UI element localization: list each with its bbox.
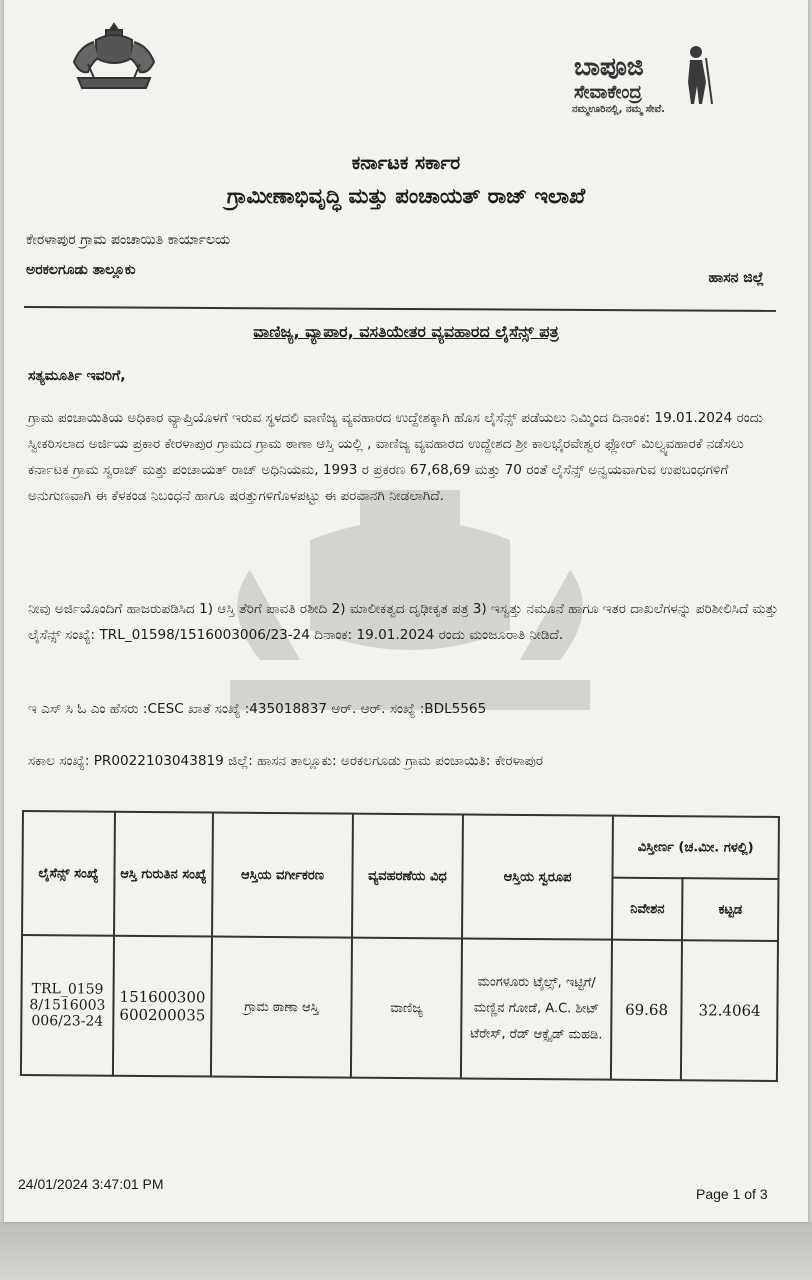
cell-site-area: 69.68 [611, 940, 682, 1081]
page-number: Page 1 of 3 [696, 1186, 768, 1202]
table-row [21, 935, 778, 1081]
sakala-details: ಸಕಾಲ ಸಂಖ್ಯೆ: PR0022103043819 ಜಿಲ್ಲೆ: ಹಾಸನ ತಾಲ್ಲೂಕು: ಅರಕಲಗೂಡು ಗ್ರಾಮ ಪಂಚಾಯಿತಿ: ಕೇರಳಾಪುರ [28, 753, 544, 769]
brand-name: ಬಾಪೂಜಿ [574, 52, 644, 81]
cell-business-type: ವಾಣಿಜ್ಯ [351, 938, 462, 1079]
header-license-no: ಲೈಸೆನ್ಸ್ ಸಂಖ್ಯೆ [22, 811, 115, 936]
cell-building-area: 32.4064 [681, 940, 778, 1081]
department-heading: ಗ್ರಾಮೀಣಾಭಿವೃದ್ಧಿ ಮತ್ತು ಪಂಚಾಯತ್ ರಾಜ್ ಇಲಾಖೆ [226, 184, 586, 208]
header-business-type: ವ್ಯವಹರಣೆಯ ವಿಧ [352, 814, 463, 939]
header-building: ಕಟ್ಟಡ [682, 878, 778, 941]
scan-background [0, 1222, 812, 1280]
brand-tagline: ನಮ್ಮಊರಿನಲ್ಲಿ, ನಮ್ಮ ಸೇವೆ. [572, 104, 665, 115]
cell-license-no: TRL_01598/1516003006/23-24 [21, 935, 114, 1076]
document-title: ವಾಣಿಜ್ಯ, ವ್ಯಾಪಾರ, ವಸತಿಯೇತರ ವ್ಯವಹಾರದ ಲೈಸೆನ್ಸ್ ಪತ್ರ [253, 322, 559, 341]
taluk-name: ಅರಕಲಗೂಡು ತಾಲ್ಲೂಕು [26, 262, 136, 278]
gandhi-figure-icon [672, 44, 720, 106]
table-header-row [23, 811, 779, 879]
greeting: ಸತ್ಯಮೂರ್ತಿ ಇವರಿಗೆ, [28, 368, 126, 384]
header-nature: ಆಸ್ತಿಯ ಸ್ವರೂಪ [462, 814, 613, 939]
state-heading: ಕರ್ನಾಟಕ ಸರ್ಕಾರ [351, 152, 461, 174]
cell-classification: ಗ್ರಾಮ ಠಾಣಾ ಆಸ್ತಿ [211, 936, 352, 1077]
brand-subtitle: ಸೇವಾಕೇಂದ್ರ [574, 82, 642, 103]
office-name: ಕೇರಳಾಪುರ ಗ್ರಾಮ ಪಂಚಾಯಿತಿ ಕಾರ್ಯಾಲಯ [26, 232, 231, 248]
district-name: ಹಾಸನ ಜಿಲ್ಲೆ [708, 270, 764, 286]
cell-property-id: 151600300600200035 [113, 936, 212, 1077]
electricity-details: ಇ ಎಸ್ ಸಿ ಓ ಎಂ ಹೆಸರು :CESC ಖಾತೆ ಸಂಖ್ಯೆ :435018837 ಆರ್. ಆರ್. ಸಂಖ್ಯೆ :BDL5565 [28, 701, 487, 717]
header-area: ವಿಸ್ತೀರ್ಣ (ಚ.ಮೀ. ಗಳಲ್ಲಿ) [612, 816, 778, 879]
license-table [20, 810, 780, 1082]
header-classification: ಆಸ್ತಿಯ ವರ್ಗೀಕರಣ [212, 813, 353, 938]
print-timestamp: 24/01/2024 3:47:01 PM [18, 1176, 164, 1192]
body-paragraph-1: ಗ್ರಾಮ ಪಂಚಾಯಿತಿಯ ಅಧಿಕಾರ ವ್ಯಾಪ್ತಿಯೊಳಗೆ ಇರುವ ಸ್ಥಳದಲಿ ವಾಣಿಜ್ಯ ವ್ಯವಹಾರದ ಉದ್ದೇಶಕ್ಕಾಗಿ ಹೊಸ ಲೈಸೆನ್ಸ್ ಪಡೆಯಲು ನಿಮ್ಮಿಂದ ದಿನಾಂಕ: 19.01.2024 ರಂದು ಸ್ವೀಕರಿಸಲಾದ ಅರ್ಜಿಯ ಪ್ರಕಾರ ಕೇರಳಾಪುರ ಗ್ರಾಮದ ಗ್ರಾಮ ಠಾಣಾ ಆಸ್ತಿ ಯಲ್ಲಿ , ವಾಣಿಜ್ಯ ವ್ಯವಹಾರದ ಉದ್ದೇಶದ ಶ್ರೀ ಕಾಲಭೈರವೇಶ್ವರ ಫ್ಲೋರ್ ಮಿಲ್ವ್ಯವಹಾರಕೆ ನಡೆಸಲು ಕರ್ನಾಟಕ ಗ್ರಾಮ ಸ್ವರಾಜ್ ಮತ್ತು ಪಂಚಾಯತ್ ರಾಜ್ ಅಧಿನಿಯಮ, 1993 ರ ಪ್ರಕರಣ 67,68,69 ಮತ್ತು 70 ರಂತೆ ಲೈಸೆನ್ಸ್ ಅನ್ವಯವಾಗುವ ಉಪಬಂಧಗಳಿಗೆ ಅನುಗುಣವಾಗಿ ಈ ಕೆಳಕಂಡ ನಿಬಂಧನೆ ಹಾಗೂ ಷರತ್ತುಗಳಿಗೊಳಪಟ್ಟು ಈ ಪರವಾನಗಿ ನೀಡಲಾಗಿದೆ. [28, 410, 763, 504]
cell-nature: ಮಂಗಳೂರು ಟೈಲ್ಸ್, ಇಟ್ಟಿಗೆ/ ಮಣ್ಣಿನ ಗೋಡೆ, A.C. ಶೀಟ್ ಟೆರೇಸ್, ರೆಡ್ ಆಕ್ಸೈಡ್ ಮಹಡಿ. [461, 938, 612, 1079]
header-property-id: ಆಸ್ತಿ ಗುರುತಿನ ಸಂಖ್ಯೆ [114, 812, 213, 937]
header-site: ನಿವೇಶನ [612, 878, 683, 941]
body-paragraph-2: ನೀವು ಅರ್ಜಿಯೊಂದಿಗೆ ಹಾಜರುಪಡಿಸಿದ 1) ಆಸ್ತಿ ತೆರಿಗೆ ಪಾವತಿ ರಶೀದಿ 2) ಮಾಲೀಕತ್ವದ ದೃಢೀಕೃತ ಪತ್ರ 3) ಇಸ್ವತ್ತು ನಮೂನೆ ಹಾಗೂ ಇತರ ದಾಖಲೆಗಳನ್ನು ಪರಿಶೀಲಿಸಿದೆ ಮತ್ತು ಲೈಸೆನ್ಸ್ ಸಂಖ್ಯೆ: TRL_01598/1516003006/23-24 ದಿನಾಂಕ: 19.01.2024 ರಂದು ಮಂಜೂರಾತಿ ನೀಡಿದೆ. [28, 601, 779, 643]
karnataka-emblem-icon [66, 20, 162, 98]
